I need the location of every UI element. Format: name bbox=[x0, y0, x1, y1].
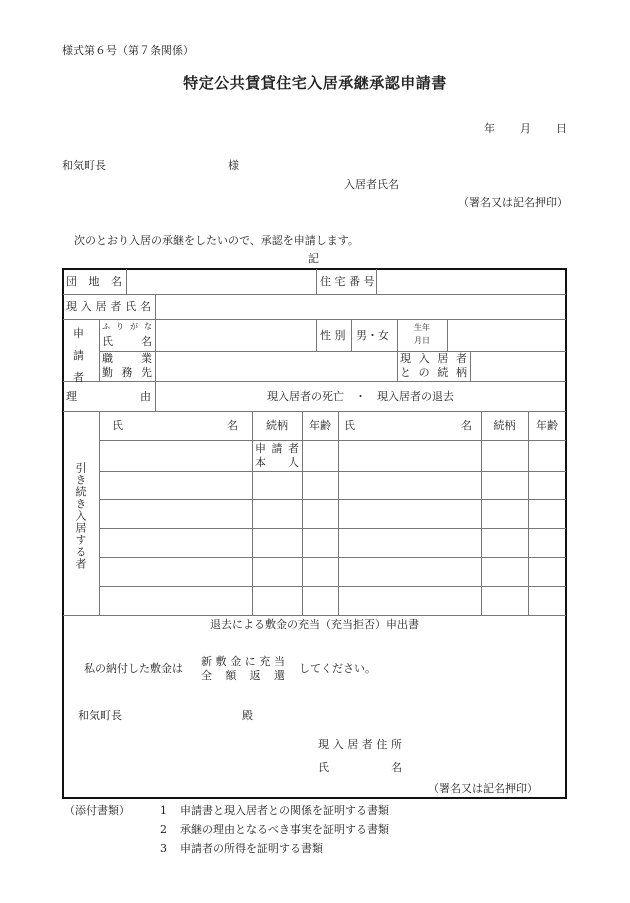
deposit-title: 退去による敷金の充当（充当拒否）申出書 bbox=[210, 618, 419, 631]
label-char: 勤 bbox=[102, 366, 113, 379]
label-char: 名 bbox=[391, 761, 402, 774]
successor-name-field[interactable] bbox=[100, 558, 251, 585]
successor-name-field[interactable] bbox=[339, 441, 480, 470]
occupation-label bbox=[102, 352, 152, 365]
label-char: 地 bbox=[88, 275, 100, 288]
deposit-prefix: 私の納付した敷金は bbox=[84, 662, 183, 675]
complex-name-label bbox=[66, 275, 122, 288]
divider bbox=[63, 615, 566, 616]
gender-label: 性 別 bbox=[320, 329, 346, 342]
divider bbox=[481, 411, 482, 615]
label-char: 名 bbox=[111, 275, 122, 288]
label-char: 者 bbox=[110, 300, 122, 313]
attachment-num-3: 3 bbox=[160, 842, 167, 855]
label-char: 入 bbox=[418, 352, 430, 365]
attachment-text-2: 承継の理由となるべき事実を証明する書類 bbox=[180, 823, 389, 836]
attachment-num-2: 2 bbox=[160, 823, 167, 836]
deposit-option-apply[interactable] bbox=[201, 655, 285, 668]
label-char: 居 bbox=[95, 300, 107, 313]
successor-relation-header-1: 続柄 bbox=[266, 419, 288, 432]
label-char: り bbox=[116, 322, 124, 331]
label-char: 名 bbox=[139, 300, 151, 313]
successor-age-header-1: 年齢 bbox=[309, 419, 331, 432]
label-char: 人 bbox=[288, 456, 299, 469]
successor-name-field[interactable] bbox=[100, 529, 251, 556]
divider bbox=[252, 411, 253, 615]
label-char: な bbox=[144, 322, 152, 331]
divider bbox=[316, 319, 317, 351]
label-char: 名 bbox=[461, 419, 472, 432]
intro-text: 次のとおり入居の承継をしたいので、承認を申請します。 bbox=[74, 234, 359, 247]
label-char: 氏 bbox=[344, 419, 355, 432]
applicant-label bbox=[73, 327, 84, 384]
deposit-addressee: 和気町長 bbox=[78, 709, 122, 722]
label-char: 理 bbox=[66, 390, 77, 403]
label-char: 柄 bbox=[455, 366, 467, 379]
label-char: 入 bbox=[80, 300, 92, 313]
divider bbox=[63, 381, 566, 382]
label-char: 住 bbox=[376, 738, 388, 751]
label-char: が bbox=[130, 322, 138, 331]
successor-relation-header-2: 続柄 bbox=[493, 419, 516, 432]
label-char: 者 bbox=[73, 371, 84, 384]
label-char: 額 bbox=[225, 669, 237, 682]
relation-label-1 bbox=[400, 352, 467, 365]
label-char: 返 bbox=[249, 669, 261, 682]
self-label-1 bbox=[255, 442, 299, 455]
label-char: の bbox=[418, 366, 430, 379]
label-char: 団 bbox=[66, 275, 77, 288]
label-char: 者 bbox=[288, 442, 299, 455]
label-char: ふ bbox=[102, 322, 110, 331]
reason-label bbox=[66, 390, 151, 403]
label-char: 金 bbox=[230, 655, 242, 668]
successor-label: 引き続き入居する者 bbox=[74, 462, 87, 570]
divider bbox=[316, 269, 317, 294]
successor-name-field[interactable] bbox=[100, 500, 251, 527]
applicant-name-field[interactable] bbox=[156, 320, 315, 350]
relation-label-2 bbox=[400, 366, 467, 379]
label-char: 由 bbox=[140, 390, 151, 403]
label-char: 還 bbox=[273, 669, 285, 682]
label-char: 氏 bbox=[318, 761, 329, 774]
label-char: 名 bbox=[227, 419, 238, 432]
successor-name-header-1 bbox=[112, 419, 238, 432]
label-char: 申 bbox=[73, 327, 84, 340]
successor-name-field[interactable] bbox=[100, 472, 251, 498]
addressee-suffix: 様 bbox=[228, 159, 239, 172]
label-char: 居 bbox=[347, 738, 359, 751]
label-char: 務 bbox=[121, 366, 133, 379]
label-char: 請 bbox=[271, 442, 283, 455]
label-char: に bbox=[244, 655, 256, 668]
relation-field[interactable] bbox=[471, 352, 565, 380]
form-number: 様式第６号（第７条関係） bbox=[62, 44, 194, 57]
label-char: 本 bbox=[255, 456, 266, 469]
deposit-signature-note: （署名又は記名押印） bbox=[428, 782, 538, 795]
occupation-field[interactable] bbox=[156, 352, 396, 380]
furigana-label bbox=[102, 322, 152, 331]
label-char: 全 bbox=[201, 669, 212, 682]
page-title: 特定公共賃貸住宅入居承継承認申請書 bbox=[183, 74, 447, 92]
deposit-addressee-suffix: 殿 bbox=[242, 709, 253, 722]
label-char: 者 bbox=[455, 352, 467, 365]
gender-options[interactable]: 男・女 bbox=[356, 329, 389, 342]
label-char: 職 bbox=[102, 352, 113, 365]
label-char: 名 bbox=[141, 335, 152, 348]
date-year: 年 bbox=[484, 122, 495, 135]
house-number-field[interactable] bbox=[377, 270, 565, 293]
label-char: 先 bbox=[141, 366, 152, 379]
label-char: 現 bbox=[66, 300, 77, 313]
current-resident-name-field[interactable] bbox=[156, 295, 565, 318]
deposit-name-label bbox=[318, 761, 402, 774]
label-char: 所 bbox=[390, 738, 402, 751]
birthdate-field[interactable] bbox=[448, 320, 565, 350]
date-day: 日 bbox=[556, 122, 567, 135]
label-char: 氏 bbox=[112, 419, 123, 432]
current-resident-name-label bbox=[66, 300, 151, 313]
workplace-label bbox=[102, 366, 152, 379]
label-char: 現 bbox=[400, 352, 411, 365]
addressee: 和気町長 bbox=[62, 159, 106, 172]
resident-name-label: 入居者氏名 bbox=[344, 178, 399, 191]
reason-options[interactable]: 現入居者の死亡 ・ 現入居者の退去 bbox=[267, 390, 454, 403]
attachment-num-1: 1 bbox=[160, 804, 167, 817]
birth-label-1: 生年 bbox=[414, 323, 430, 332]
label-char: 申 bbox=[255, 442, 266, 455]
successor-name-field[interactable] bbox=[100, 587, 251, 614]
label-char: 者 bbox=[361, 738, 373, 751]
signature-note: （署名又は記名押印） bbox=[458, 196, 568, 209]
applicant-name-label bbox=[102, 335, 152, 348]
birth-label-2: 月日 bbox=[414, 336, 430, 345]
complex-name-field[interactable] bbox=[127, 270, 315, 293]
divider bbox=[63, 411, 566, 412]
label-char: 充 bbox=[259, 655, 271, 668]
label-char: 氏 bbox=[125, 300, 137, 313]
divider bbox=[528, 411, 529, 615]
attachment-text-1: 申請書と現入居者との関係を証明する書類 bbox=[180, 804, 389, 817]
label-char: 請 bbox=[73, 349, 84, 362]
attachments-label: （添付書類） bbox=[64, 804, 130, 817]
deposit-suffix: してください。 bbox=[299, 662, 376, 675]
divider bbox=[99, 319, 100, 381]
divider bbox=[351, 319, 352, 351]
self-label-2 bbox=[255, 456, 299, 469]
label-char: 敷 bbox=[215, 655, 227, 668]
label-char: 入 bbox=[332, 738, 344, 751]
label-char: 氏 bbox=[102, 335, 113, 348]
label-char: 新 bbox=[201, 655, 212, 668]
ki-label: 記 bbox=[308, 252, 319, 265]
successor-age-field[interactable] bbox=[303, 441, 337, 470]
label-char: 居 bbox=[437, 352, 449, 365]
date-month: 月 bbox=[520, 122, 531, 135]
successor-age-header-2: 年齢 bbox=[536, 419, 558, 432]
deposit-option-refund[interactable] bbox=[201, 669, 285, 682]
label-char: 現 bbox=[318, 738, 329, 751]
deposit-address-label bbox=[318, 738, 402, 751]
label-char: と bbox=[400, 366, 411, 379]
label-char: 当 bbox=[273, 655, 285, 668]
label-char: 続 bbox=[437, 366, 449, 379]
house-number-label: 住 宅 番 号 bbox=[320, 275, 375, 288]
attachment-text-3: 申請者の所得を証明する書類 bbox=[180, 842, 323, 855]
successor-name-header-2 bbox=[344, 419, 472, 432]
label-char: 業 bbox=[141, 352, 152, 365]
successor-name-field[interactable] bbox=[100, 441, 251, 470]
